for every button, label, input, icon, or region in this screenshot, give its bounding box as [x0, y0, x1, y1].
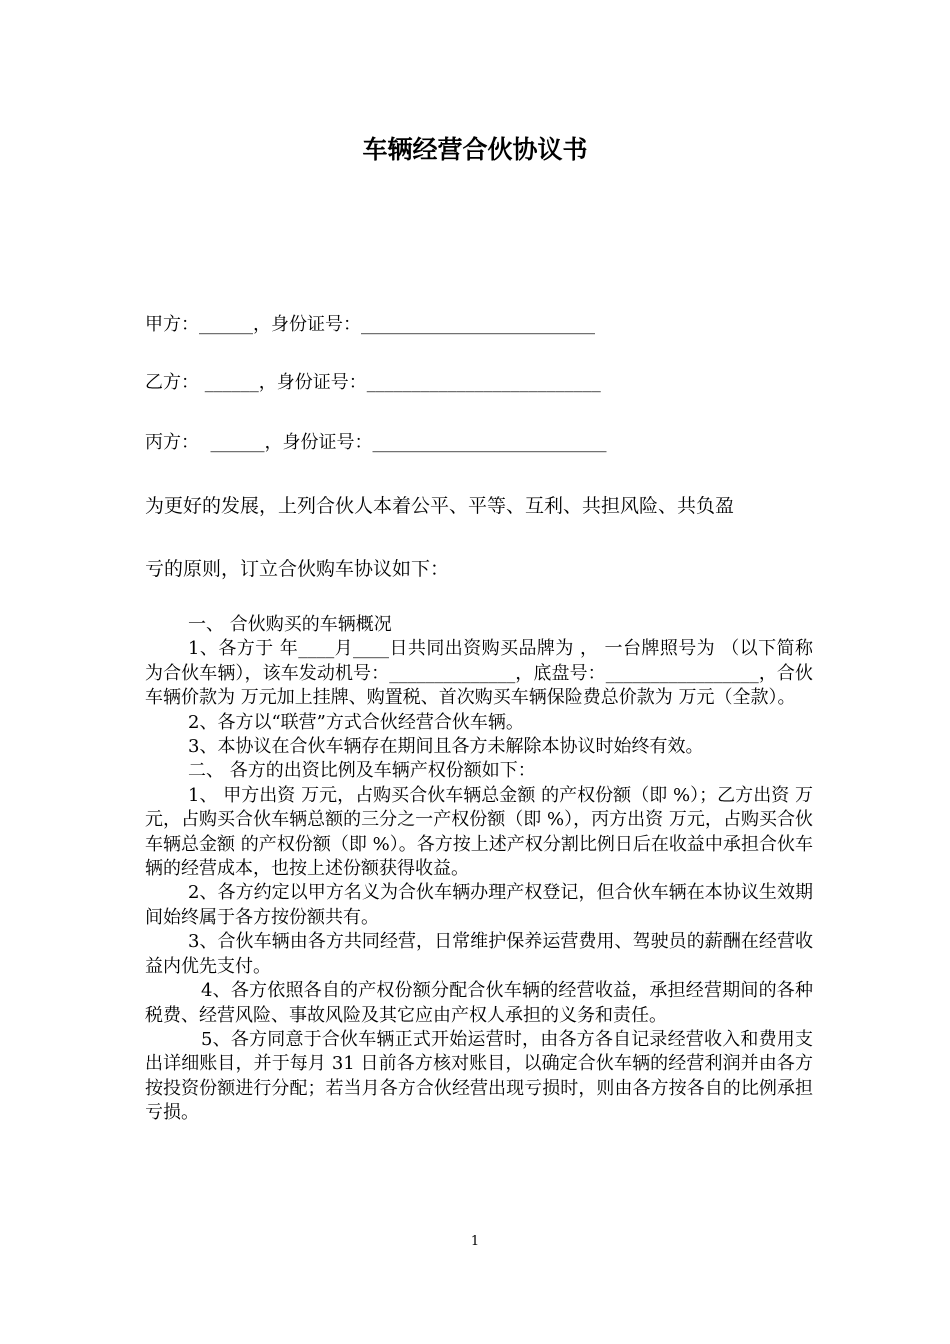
intro-line-2: 亏的原则，订立合伙购车协议如下： [145, 558, 450, 580]
page-number: 1 [470, 1234, 480, 1249]
clause-purchase-details: 1、各方于 年____月____日共同出资购买品牌为 ， 一台牌照号为 （以下简称为合伙车辆），该车发动机号：______________，底盘号：_________________，合伙车辆价款为 万元加上挂牌、购置税、首次购买车辆保险费总价款为 万元（全款）。 [145, 638, 813, 709]
section-heading-capital-shares: 二、 各方的出资比例及车辆产权份额如下： [188, 760, 536, 782]
clause-profit-distribution: 4、各方依照各自的产权份额分配合伙车辆的经营收益，承担经营期间的各种税费、经营风险、事故风险及其它应由产权人承担的义务和责任。 [145, 980, 813, 1026]
agreement-body [145, 613, 813, 1126]
clause-operating-costs: 3、合伙车辆由各方共同经营，日常维护保养运营费用、驾驶员的薪酬在经营收益内优先支付。 [145, 931, 813, 977]
clause-validity: 3、本协议在合伙车辆存在期间且各方未解除本协议时始终有效。 [188, 736, 704, 758]
party-b-line: 乙方： ______，身份证号：__________________________ [145, 372, 601, 393]
party-c-line: 丙方： ______，身份证号：__________________________ [145, 432, 607, 453]
clause-joint-operation: 2、各方以“联营”方式合伙经营合伙车辆。 [188, 711, 524, 733]
clause-accounting: 5、各方同意于合伙车辆正式开始运营时，由各方各自记录经营收入和费用支出详细账目，并于每月 31 日前各方核对账目，以确定合伙车辆的经营利润并由各方按投资份额进行分配；若当月各方合伙经营出现亏损时，则由各方按各自的比例承担亏损。 [145, 1028, 813, 1124]
clause-capital-contribution: 1、 甲方出资 万元，占购买合伙车辆总金额 的产权份额（即 %）；乙方出资 万元，占购买合伙车辆总额的三分之一产权份额（即 %），丙方出资 万元，占购买合伙车辆总金额 的产权份额（即 %）。各方按上述产权分割比例日后在收益中承担合伙车辆的经营成本，也按上述份额获得收益。 [145, 784, 813, 880]
party-a-line: 甲方：______，身份证号：__________________________ [145, 314, 595, 335]
document-title: 车辆经营合伙协议书 [362, 135, 588, 164]
section-heading-vehicle-overview: 一、 合伙购买的车辆概况 [188, 614, 392, 635]
intro-line-1: 为更好的发展，上列合伙人本着公平、平等、互利、共担风险、共负盈 [145, 495, 735, 517]
clause-ownership-registration: 2、各方约定以甲方名义为合伙车辆办理产权登记，但合伙车辆在本协议生效期间始终属于各方按份额共有。 [145, 882, 813, 928]
